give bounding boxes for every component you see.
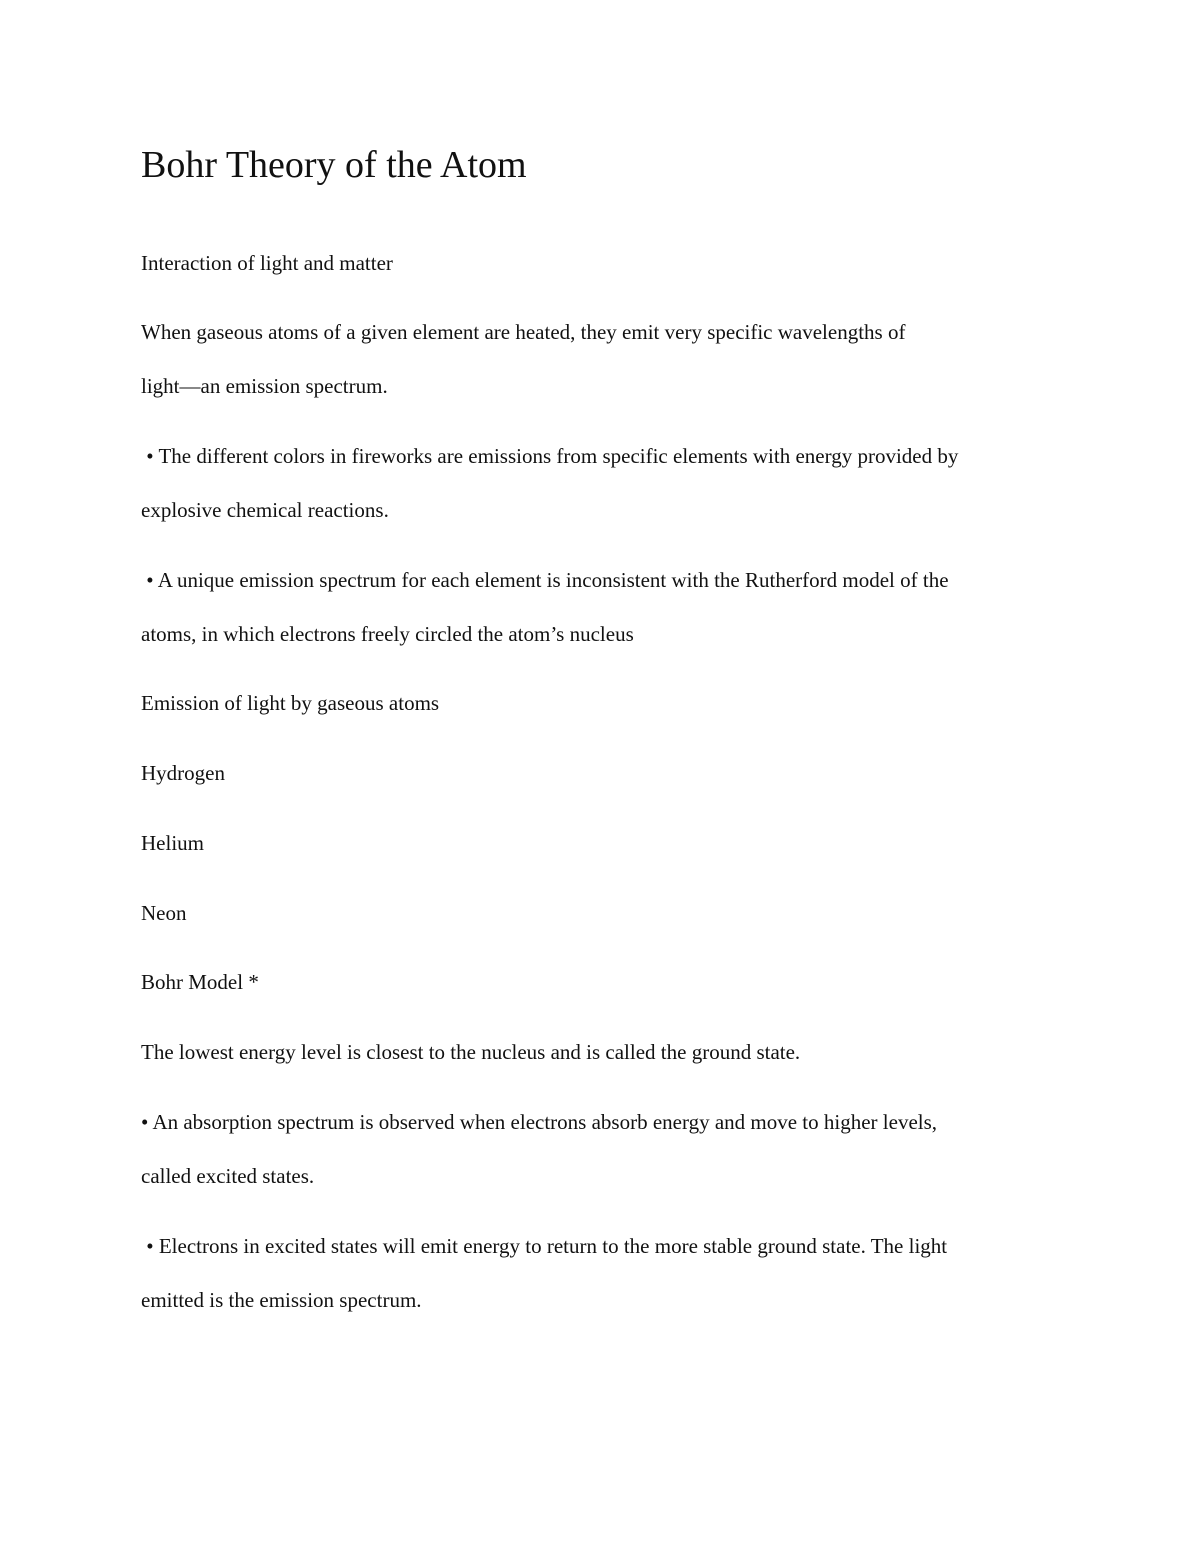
paragraph-line: When gaseous atoms of a given element are heated, they emit very specific wavelengths of (141, 320, 906, 344)
document-title: Bohr Theory of the Atom (141, 144, 527, 186)
paragraph-line: emitted is the emission spectrum. (141, 1288, 422, 1312)
paragraph-line: explosive chemical reactions. (141, 498, 389, 522)
bullet-line: • A unique emission spectrum for each element is inconsistent with the Rutherford model of the (141, 568, 949, 592)
bullet-line: • An absorption spectrum is observed when electrons absorb energy and move to higher levels, (141, 1110, 938, 1134)
paragraph-line: light—an emission spectrum. (141, 374, 388, 398)
element-label-helium: Helium (141, 831, 204, 855)
section-heading-bohr-model: Bohr Model * (141, 970, 259, 994)
section-heading-interaction: Interaction of light and matter (141, 251, 393, 275)
element-label-hydrogen: Hydrogen (141, 761, 225, 785)
element-label-neon: Neon (141, 901, 187, 925)
paragraph-line: The lowest energy level is closest to the nucleus and is called the ground state. (141, 1040, 801, 1064)
paragraph-line: called excited states. (141, 1164, 315, 1188)
section-heading-emission: Emission of light by gaseous atoms (141, 691, 440, 715)
bullet-line: • Electrons in excited states will emit energy to return to the more stable ground state. The light (141, 1234, 948, 1258)
bullet-line: • The different colors in fireworks are emissions from specific elements with energy provided by (141, 444, 959, 468)
paragraph-line: atoms, in which electrons freely circled the atom’s nucleus (141, 622, 634, 646)
